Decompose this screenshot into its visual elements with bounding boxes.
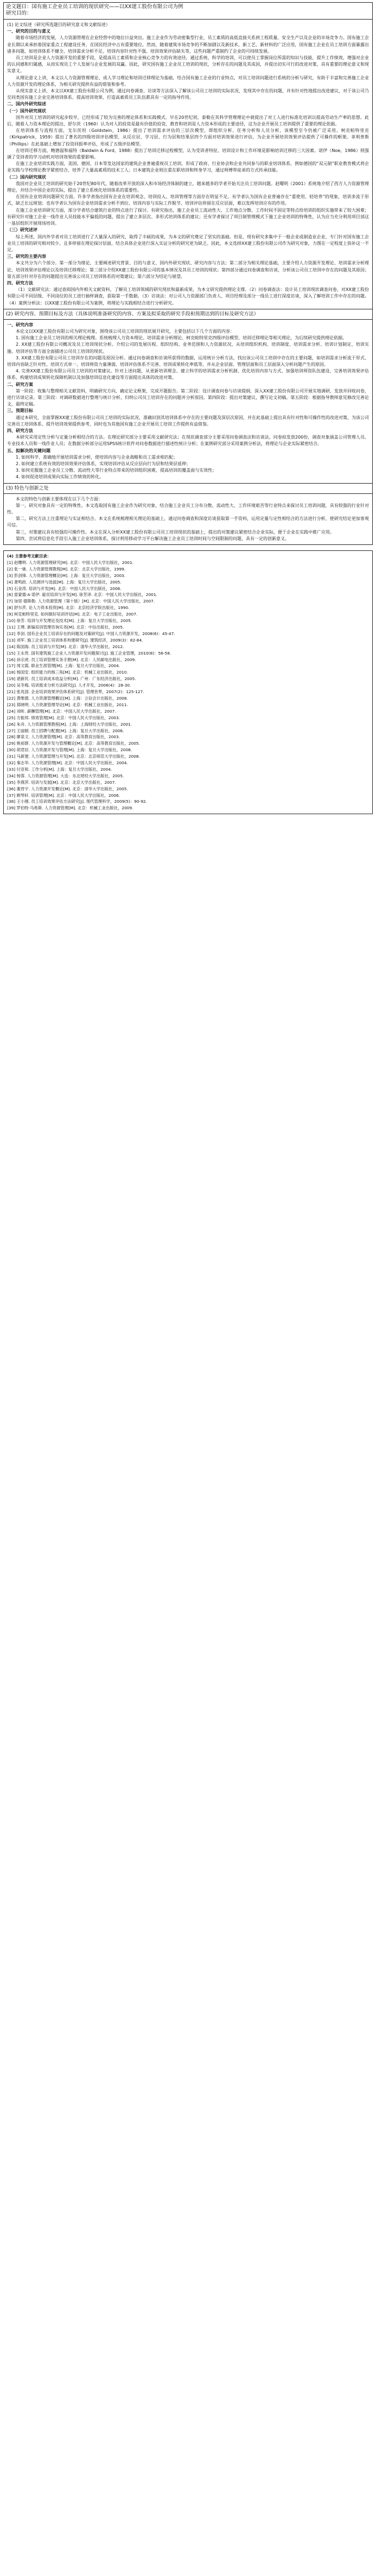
reference-item: [7] 加里·德斯勒. 人力资源管理（第十版）[M]. 北京：中国人民大学出版社，2007. bbox=[7, 599, 155, 604]
reference-item: [3] 彭剑锋. 人力资源管理概论[M]. 上海：复旦大学出版社，2003. bbox=[7, 573, 126, 578]
section2-paragraph: 本研究采用定性分析与定量分析相结合的方法。在理论研究部分主要采用文献研究法；在现状调查部分主要采用问卷调查法和访谈法，问卷拟发放200份，调查对象涵盖公司管理人员、专业技术人员和一线作业人员；在数据分析部分运用SPSS统计软件对问卷数据进行描述性统计分析；在案例研究部分采用案例分析法，将理论与企业实际紧密结合。 bbox=[7, 435, 369, 447]
section2-paragraph: 4. 如何促进培训成果向实际工作绩效的转化。 bbox=[16, 474, 104, 480]
section3-paragraph: 第三，对策建议具有较强的可操作性。本文在深入分析XX建工股份有限公司员工培训现状的基础上，提出的对策建议紧密结合企业实际，便于企业在实践中推广应用。 bbox=[16, 529, 334, 535]
reference-item: [6] 雷蒙德·A·诺伊. 雇员培训与开发[M]. 徐芳译. 北京：中国人民大学出版社，2001. bbox=[7, 592, 157, 598]
reference-item: [34] 杨蓉. 人力资源管理[M]. 大连：东北财经大学出版社，2005. bbox=[7, 773, 124, 778]
section1-paragraph: 一、研究的目的与意义 bbox=[7, 29, 50, 34]
section1-paragraph: 国外对员工培训的研究起步较早，已经形成了较为完善的理论体系和实践模式。早在20世纪初，泰勒在其科学管理理论中就提出了对工人进行标准化培训以提高劳动生产率的思想。此后，随着人力资本理论的提出，舒尔茨（1960）认为对人的投资是最有价值的投资，教育和培训是人力资本形成的主要途径，这为企业开展员工培训提供了重要的理论依据。 bbox=[7, 115, 369, 127]
reference-item: [39] 罗伯特·马希斯. 人力资源管理[M]. 北京：机械工业出版社，2009. bbox=[7, 805, 133, 811]
section1-paragraph: 在国有企业培训问题研究方面，许多学者指出国有企业在培训观念、培训投入、培训管理等方面存在明显不足。有学者认为国有企业普遍存在“重使用、轻培养”的现象，培训多流于形式，缺乏长远规划；也有学者认为国有企业培训需求分析不到位、培训内容与实际工作脱节、培训评估停留在反应层面，难以发挥培训应有的作用。 bbox=[7, 194, 369, 206]
reference-item: [26] 朱舟. 人力资源管理教程[M]. 上海：上海财经大学出版社，2001. bbox=[7, 721, 132, 727]
reference-item: [14] 陈国海. 员工培训与开发[M]. 北京：清华大学出版社，2012. bbox=[7, 644, 124, 649]
reference-item: [22] 黄维德. 人力资源管理概论[M]. 上海：立信会计出版社，2008. bbox=[7, 695, 128, 701]
purpose-heading: 研究目的： bbox=[6, 10, 32, 16]
reference-item: [33] 付亚和. 工作分析[M]. 上海：复旦大学出版社，2004. bbox=[7, 766, 112, 772]
section2-paragraph: 二、研究方案 bbox=[7, 382, 33, 387]
reference-item: [9] 柯克帕特里克. 如何做好培训评估[M]. 北京：电子工业出版社，2007. bbox=[7, 612, 138, 617]
section1-paragraph: 综上所述，国内外学者对员工培训进行了大量深入的研究，取得了丰硕的成果，为本文的研究奠定了坚实的基础。但是，现有研究多集中于一般企业或制造业企业，专门针对国有施工企业员工培训的研究相对较少，且多停留在理论探讨层面，结合具体企业进行深入实证分析的研究更为缺乏。因此，本文选择XX建工股份有限公司作为研究对象，力图在一定程度上弥补这一不足。 bbox=[7, 234, 369, 252]
section1-paragraph: 二、国内外研究综述 bbox=[7, 101, 46, 107]
section2-paragraph: 1. 如何科学、准确地开展培训需求分析，使培训内容与企业战略和员工需求相匹配； bbox=[16, 454, 178, 460]
section1-paragraph: 我国对企业员工培训的研究始于20世纪80年代，随着改革开放的深入和市场经济体制的建立，越来越多的学者开始关注员工培训问题。赵曙明（2001）系统地介绍了西方人力资源管理理论，并结合中国企业的实际，提出了建立系统化培训体系的重要性。 bbox=[7, 181, 369, 193]
reference-item: [11] 王璞. 新编培训管理咨询实务[M]. 北京：中信出版社，2005. bbox=[7, 625, 124, 630]
reference-item: [24] 刘昕. 薪酬管理[M]. 北京：中国人民大学出版社，2007. bbox=[7, 708, 116, 714]
thesis-title: 论文题目：国有施工企业员工培训的现状研究——以XX建工股份有限公司为例 bbox=[6, 4, 183, 10]
section2-paragraph: 本论文以XX建工股份有限公司为研究对象，围绕该公司员工培训的现状展开研究，主要包括以下几个方面的内容： bbox=[16, 328, 234, 334]
reference-item: [30] 胡君辰. 人力资源开发与管理[M]. 上海：复旦大学出版社，2008. bbox=[7, 747, 132, 753]
section2-paragraph: 2. 如何建立系统有效的培训效果评估体系，实现培训评估从反应层向行为层和结果层延伸； bbox=[16, 461, 191, 466]
reference-item: [10] 徐芳. 培训与开发理论及技术[M]. 上海：复旦大学出版社，2005. bbox=[7, 618, 132, 624]
section3-paragraphs bbox=[7, 496, 369, 542]
section3-paragraph: 第一，研究对象具有一定的特殊性。本文选取国有施工企业作为研究对象，结合施工企业员工分布分散、流动性大、工作环境艰苦等行业特点来探讨员工培训问题，具有较强的行业针对性。 bbox=[7, 503, 369, 515]
section1-paragraph: （1）文献研究法：通过查阅国内外相关文献资料，了解员工培训领域的研究现状和最新成果，为本文研究提供理论支撑。（2）问卷调查法：设计员工培训现状调查问卷，对XX建工股份有限公司不同层级、不同岗位的员工进行抽样调查，获取第一手数据。（3）访谈法：对公司人力资源部门负责人、项目经理及部分一线员工进行深度访谈，深入了解培训工作中存在的问题。（4）案例分析法：以XX建工股份有限公司为案例，将理论与实践相结合进行分析研究。 bbox=[7, 287, 369, 306]
section2-paragraph: 三、预期目标 bbox=[7, 408, 33, 414]
section3-content bbox=[3, 494, 373, 545]
section1-paragraph: 随着市场经济的发展，人力资源管理在企业经营中的地位日益突出。施工企业作为劳动密集型行业，员工素质的高低直接关系到工程质量、安全生产以及企业的市场竞争力。国有施工企业长期以来承担着国家重点工程建设任务，在国民经济中占有重要地位。然而，随着建筑市场竞争的不断加剧以及新技术、新工艺、新材料的广泛应用，国有施工企业在员工培训方面暴露出诸多问题，如培训体系不健全、培训需求分析不足、培训内容针对性不强、培训效果评估缺失等，这些问题严重制约了企业的可持续发展。 bbox=[7, 35, 369, 54]
reference-item: [36] 谢晋宇. 人力资源开发概论[M]. 北京：清华大学出版社，2005. bbox=[7, 786, 128, 791]
reference-item: [32] 秦志华. 人力资源管理[M]. 北京：中国人民大学出版社，2004. bbox=[7, 760, 128, 766]
section2-heading: (2) 研究内容、预期目标及方法（具体说明准备研究的内容、方案及拟采取的研究手段和预期达到的目标及研究方法） bbox=[3, 309, 373, 320]
reference-item: [2] 张一驰. 人力资源管理教程[M]. 北京：北京大学出版社，1999. bbox=[7, 566, 126, 572]
reference-item: [31] 马新建. 人力资源管理与开发[M]. 北京：北京师范大学出版社，2008. bbox=[7, 754, 140, 759]
section1-paragraphs bbox=[7, 28, 369, 307]
section1-lead: (1) 论文综述（研究所选题目的研究意义和文献综述） bbox=[7, 22, 110, 27]
reference-item: [21] 张兆国. 企业培训效果评估体系研究[J]. 管理世界，2007(2)：125-127. bbox=[7, 689, 144, 695]
section2-paragraph: 一、研究内容 bbox=[7, 322, 33, 327]
reference-item: [35] 李燕萍. 培训与发展[M]. 北京：北京大学出版社，2007. bbox=[7, 779, 116, 785]
section2-paragraph: 通过本研究，全面掌握XX建工股份有限公司员工培训的实际状况，准确识别其培训体系中存在的主要问题及深层次原因，并在此基础上提出具有针对性和可操作性的改进对策，为该公司完善员工培训体系、提升培训效果提供参考，同时也为其他国有施工企业开展员工培训工作提供有益借鉴。 bbox=[7, 415, 369, 427]
report-page bbox=[3, 2, 373, 814]
reference-item: [38] 王小刚. 员工培训效果评估方法研究[J]. 现代管理科学，2009(5)：90-92. bbox=[7, 799, 147, 804]
reference-item: [20] 吴冬梅. 培训需求分析方法研究[J]. 人才开发，2006(4)：28-30. bbox=[7, 683, 131, 688]
section1-paragraph: 本文共分为六个部分。第一部分为绪论，主要阐述研究背景、目的与意义、国内外研究现状、研究内容与方法；第二部分为相关理论基础，主要介绍人力资源开发理论、培训需求分析理论、培训效果评估理论以及培训迁移理论；第三部分介绍XX建工股份有限公司的基本情况及其员工培训的现状；第四部分通过问卷调查和访谈，分析该公司员工培训中存在的问题及其原因；第五部分针对存在的问题提出完善该公司员工培训体系的对策建议；第六部分为结论与展望。 bbox=[7, 261, 369, 279]
section1-paragraph: 在培训迁移方面，鲍德温和福特（Baldwin & Ford，1988）提出了培训迁移过程模型，认为受训者特征、培训设计和工作环境是影响培训迁移的三大因素。诺伊（Noe，1986）则强调了受训者的学习动机对培训效果的重要影响。 bbox=[7, 148, 369, 160]
section3-paragraph: 本文的特色与创新主要体现在以下几个方面： bbox=[16, 496, 103, 502]
reference-item: [25] 方振邦. 绩效管理[M]. 北京：中国人民大学出版社，2003. bbox=[7, 715, 120, 720]
section1-paragraph: 在施工企业培训研究方面，部分学者结合建筑行业的特点进行了探讨。有研究指出，施工企业员工流动性大、工作地点分散、工作时间不固定等特点给培训的组织实施带来了较大困难；有研究针对施工企业一线作业人员技能水平偏低的问题，提出了建立多层次、多形式培训体系的建议；还有学者探讨了项目制管理模式下施工企业培训的特殊性，认为应当充分利用项目部这一基层组织开展现场培训。 bbox=[7, 207, 369, 226]
references-list bbox=[7, 560, 369, 811]
reference-item: [13] 刘军. 施工企业员工培训体系构建研究[J]. 建筑经济，2009(3)：82-84. bbox=[7, 637, 143, 643]
section1-paragraph: 在施工企业培训实践方面，美国、德国、日本等发达国家的建筑企业普遍重视员工培训，形成了政府、行业协会和企业共同参与的职业培训体系。例如德国的“双元制”职业教育模式将企业实践与学校理论教学紧密结合，培养了大量高素质的技术工人；日本建筑企业则注重在职培训和终身学习，通过师傅带徒弟的方式传承技能。 bbox=[7, 161, 369, 173]
section2-paragraph: 3. 如何克服施工企业员工分散、流动性大等行业特点带来的培训组织困难，提高培训的覆盖面与实效性； bbox=[16, 468, 217, 473]
reference-item: [18] 杨国安. 组织能力的杨三角[M]. 北京：机械工业出版社，2010. bbox=[7, 670, 128, 675]
section3-paragraph: 第四，尝试将信息化手段引入施工企业培训体系，探讨利用移动学习平台解决施工企业员工培训时间与空间限制的问题，具有一定的创新意义。 bbox=[16, 536, 289, 541]
section1-paragraph: （一）国外研究现状 bbox=[7, 108, 46, 113]
reference-item: [4] 萧鸣政. 人员测评与选拔[M]. 上海：复旦大学出版社，2005. bbox=[7, 579, 122, 585]
title-box bbox=[3, 2, 373, 20]
section2-paragraph: 四、研究方法 bbox=[7, 428, 33, 433]
section1-paragraph: 员工培训是企业人力资源开发的重要手段，是提高员工素质和企业核心竞争力的有效途径。通过系统、科学的培训，可以使员工掌握岗位所需的知识与技能，提升工作绩效，增强对企业的认同感和归属感，从而实现员工个人发展与企业发展的双赢。因此，研究国有施工企业员工培训的现状，分析存在的问题及其成因，并提出切实可行的改进对策，具有重要的理论意义和现实意义。 bbox=[7, 55, 369, 74]
section1-paragraph: （二）国内研究现状 bbox=[7, 174, 46, 180]
section2-paragraph: 五、拟解决的关键问题 bbox=[7, 448, 50, 453]
reference-item: [29] 姚裕群. 人力资源开发与管理概论[M]. 北京：高等教育出版社，2005. bbox=[7, 741, 140, 746]
reference-item: [28] 廖泉文. 人力资源管理[M]. 北京：高等教育出版社，2003. bbox=[7, 734, 120, 740]
section1-paragraph: 从现实意义上讲，本文以XX建工股份有限公司为例，通过问卷调查、访谈等方法深入了解该公司员工培训的实际状况，发现其中存在的问题，并有针对性地提出改进建议，对于该公司乃至同类国有施工企业完善培训体系、提高培训效果、打造高素质员工队伍都具有一定的指导作用。 bbox=[7, 88, 369, 100]
section3-heading: (3) 特色与创新之处 bbox=[3, 484, 373, 494]
section1-content bbox=[3, 20, 373, 309]
reference-item: [12] 李剑. 国有企业员工培训存在的问题及对策研究[J]. 中国人力资源开发，2008(6)：45-47. bbox=[7, 631, 175, 636]
section2-paragraph: 2. XX建工股份有限公司概况及员工培训现状分析。介绍公司的发展历程、组织结构、业务范围和人力资源状况，从培训组织机构、培训制度、培训需求分析、培训计划制定、培训实施、培训评估等方面全面描述公司员工培训的现状。 bbox=[7, 342, 369, 354]
section1-paragraph: 在培训体系与流程方面，戈尔茨坦（Goldstein，1986）提出了培训需求评估的三层次模型，即组织分析、任务分析和人员分析，该模型至今仍被广泛采用。柯克帕特里克（Kirkpatrick，1959）提出了著名的四级培训评估模型，从反应层、学习层、行为层和结果层四个方面对培训效果进行评估，为企业开展培训效果评估提供了可操作的框架。菲利普斯（Phillips）在此基础上增加了投资回报率评估，形成了五级评估模型。 bbox=[7, 128, 369, 147]
reference-item: [16] 孙宗虎. 员工培训管理实务手册[M]. 北京：人民邮电出版社，2009. bbox=[7, 657, 136, 662]
reference-item: [17] 周文霞. 职业生涯管理[M]. 上海：复旦大学出版社，2004. bbox=[7, 663, 120, 669]
section2-content bbox=[3, 320, 373, 484]
section2-paragraph: 4. 完善XX建工股份有限公司员工培训的对策建议。针对上述问题，从更新培训理念、建立科学的培训需求分析机制、优化培训内容与方式、加强培训师资队伍建设、完善培训效果评估体系、构建培训成果转化保障机制以及加强培训信息化建设等方面提出具体的改进对策。 bbox=[7, 369, 369, 380]
references-box bbox=[3, 550, 373, 814]
section1-paragraph: 四、研究方法 bbox=[7, 280, 33, 285]
reference-item: [1] 赵曙明. 人力资源管理研究[M]. 北京：中国人民大学出版社，2001. bbox=[7, 560, 133, 565]
section1-paragraph: （三）研究述评 bbox=[7, 227, 37, 233]
reference-item: [5] 石金涛. 培训与开发[M]. 北京：中国人民大学出版社，2006. bbox=[7, 586, 122, 591]
reference-item: [23] 郑晓明. 人力资源管理导论[M]. 北京：机械工业出版社，2011. bbox=[7, 702, 128, 707]
reference-item: [8] 舒尔茨. 论人力资本投资[M]. 北京：北京经济学院出版社，1990. bbox=[7, 605, 130, 611]
reference-item: [19] 谌新民. 员工培训成本收益分析[M]. 广州：广东经济出版社，2005. bbox=[7, 676, 136, 682]
reference-item: [37] 顾琴轩. 培训管理[M]. 北京：中国人民大学出版社，2006. bbox=[7, 792, 120, 798]
section1-paragraph: 从理论意义上讲，本文以人力资源管理理论、成人学习理论和培训迁移理论为基础，结合国有施工企业的行业特点，对员工培训问题进行系统的分析与研究，有助于丰富和完善施工企业人力资源开发的理论体系，为相关研究提供有益的借鉴和参考。 bbox=[7, 75, 369, 87]
section2-paragraphs bbox=[7, 322, 369, 481]
section2-paragraph: 第一阶段：收集与整理相关文献资料，明确研究方向，确定论文框架，完成开题报告。第二阶段：设计调查问卷与访谈提纲，深入XX建工股份有限公司开展实地调研，发放并回收问卷，进行访谈记录。第三阶段：对调研数据进行整理与统计分析，归纳公司员工培训存在的问题并分析原因。第四阶段：提出对策建议，撰写论文初稿。第五阶段：根据指导教师意见修改完善论文，最终定稿。 bbox=[7, 388, 369, 407]
references-heading: (4) 主要参考文献目录： bbox=[7, 554, 51, 559]
reference-item: [15] 王永贵. 国有建筑施工企业人力资源开发问题探讨[J]. 施工企业管理，2010(8)：56-58. bbox=[7, 650, 171, 656]
section1-paragraph: 三、研究的主要内容 bbox=[7, 254, 46, 259]
section3-paragraph: 第二，研究方法上注重理论与实证相结合。本文在系统梳理相关理论的基础上，通过问卷调查和深度访谈获取第一手资料，运用定量与定性相结合的方法进行分析，使研究结论更加客观可信。 bbox=[7, 516, 369, 528]
section2-paragraph: 1. 国有施工企业员工培训的相关理论梳理。系统梳理人力资本理论、培训需求分析理论、柯克帕特里克四级评估模型、培训迁移理论等相关理论，为后续研究提供理论依据。 bbox=[16, 335, 347, 341]
section2-paragraph: 3. XX建工股份有限公司员工培训存在的问题及原因分析。通过问卷调查和访谈所获得的数据，运用统计分析方法，找出该公司员工培训中存在的主要问题，如培训需求分析流于形式、培训内容缺乏针对性、培训方式单一、培训师资力量薄弱、培训评估体系不完善、培训成果转化率低等，并从企业层面、管理层面和员工层面深入分析问题产生的原因。 bbox=[7, 355, 369, 367]
reference-item: [27] 王丽娟. 员工招聘与配置[M]. 上海：复旦大学出版社，2006. bbox=[7, 728, 124, 733]
